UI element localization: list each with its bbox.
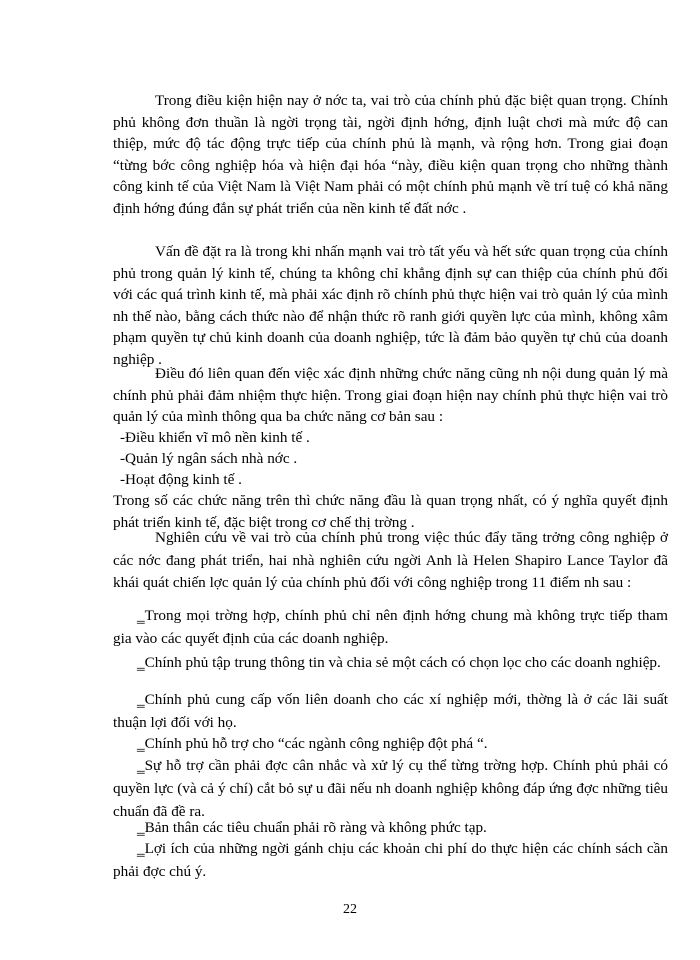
strategy-point-text: Sự hỗ trợ cần phải đợc cân nhắc và xử lý cụ thể từng trờng hợp. Chính phủ phải có quyền lực (và cả ý chí) cắt bỏ sự u đãi nếu nh doanh nghiệp không đáp ứng đợc những tiêu chuẩn đã đề ra. [113,757,668,820]
function-item: -Hoạt động kinh tế . [120,471,242,488]
strategy-point-text: Bản thân các tiêu chuẩn phải rõ ràng và không phức tạp. [144,819,487,836]
bullet-marker: ‗ [137,735,145,752]
paragraph-problem-statement: Vấn đề đặt ra là trong khi nhấn mạnh vai trò tất yếu và hết sức quan trọng của chính phủ trong quản lý kinh tế, chúng ta không chỉ khẳng định sự can thiệp của chính phủ đối với các quá trình kinh tế, mà phải xác định rõ chính phủ thực hiện vai trò quản lý của mình nh thế nào, bằng cách thức nào để nhận thức rõ ranh giới quyền lực của mình, không xâm phạm quyền tự chủ kinh doanh của doanh nghiệp, tức là đảm bảo quyền tự chủ của doanh nghiệp . [113,243,668,368]
strategy-point [113,732,668,755]
strategy-point-text: Lợi ích của những ngời gánh chịu các khoản chi phí do thực hiện các chính sách cần phải đợc chú ý. [113,840,668,880]
strategy-point [113,754,668,823]
bullet-marker: ‗ [137,654,145,671]
paragraph-functions-intro: Điều đó liên quan đến việc xác định những chức năng cũng nh nội dung quản lý mà chính phủ phải đảm nhiệm thực hiện. Trong giai đoạn hiện nay chính phủ thực hiện vai trò quản lý của mình thông qua ba chức năng cơ bản sau : [113,365,668,425]
strategy-point-text: Trong mọi trờng hợp, chính phủ chỉ nên định hớng chung mà không trực tiếp tham gia vào các quyết định của các doanh nghiệp. [113,607,668,647]
page-number: 22 [343,902,357,917]
bullet-marker: ‗ [137,607,145,624]
paragraph-government-role: Trong điều kiện hiện nay ở nớc ta, vai trò của chính phủ đặc biệt quan trọng. Chính phủ không đơn thuần là ngời trọng tài, ngời định hớng, định luật chơi mà mức độ can thiệp, mức độ tác động trực tiếp của chính phủ là mạnh, và rộng hơn. Trong giai đoạn “từng bớc công nghiệp hóa và hiện đại hóa “này, điều kiện quan trọng cho những thành công kinh tế của Việt Nam là Việt Nam phải có một chính phủ mạnh về trí tuệ có khả năng định hớng đúng đắn sự phát triển của nền kinh tế đất nớc . [113,92,668,217]
strategy-point [113,651,668,674]
function-item: -Điều khiển vĩ mô nền kinh tế . [120,429,310,446]
paragraph-most-important-function: Trong số các chức năng trên thì chức năng đầu là quan trọng nhất, có ý nghĩa quyết định phát triển kinh tế, đặc biệt trong cơ chế thị trờng . [113,492,668,531]
bullet-marker: ‗ [137,691,145,708]
strategy-point [113,688,668,734]
bullet-marker: ‗ [137,819,145,836]
bullet-marker: ‗ [137,840,145,857]
strategy-point-text: Chính phủ tập trung thông tin và chia sẻ một cách có chọn lọc cho các doanh nghiệp. [144,654,661,671]
bullet-marker: ‗ [137,757,145,774]
function-item: -Quản lý ngân sách nhà nớc . [120,450,298,467]
strategy-point [113,816,668,839]
strategy-point-text: Chính phủ cung cấp vốn liên doanh cho các xí nghiệp mới, thờng là ở các lãi suất thuận lợi đối với họ. [113,691,668,731]
strategy-point-text: Chính phủ hỗ trợ cho “các ngành công nghiệp đột phá “. [144,735,488,752]
strategy-point [113,837,668,883]
strategy-point [113,604,668,650]
paragraph-shapiro-taylor: Nghiên cứu về vai trò của chính phủ trong việc thúc đẩy tăng trởng công nghiệp ở các nớc đang phát triển, hai nhà nghiên cứu ngời Anh là Helen Shapiro Lance Taylor đã khái quát chiến lợc quản lý của chính phủ đối với công nghiệp trong 11 điểm nh sau : [113,529,668,591]
